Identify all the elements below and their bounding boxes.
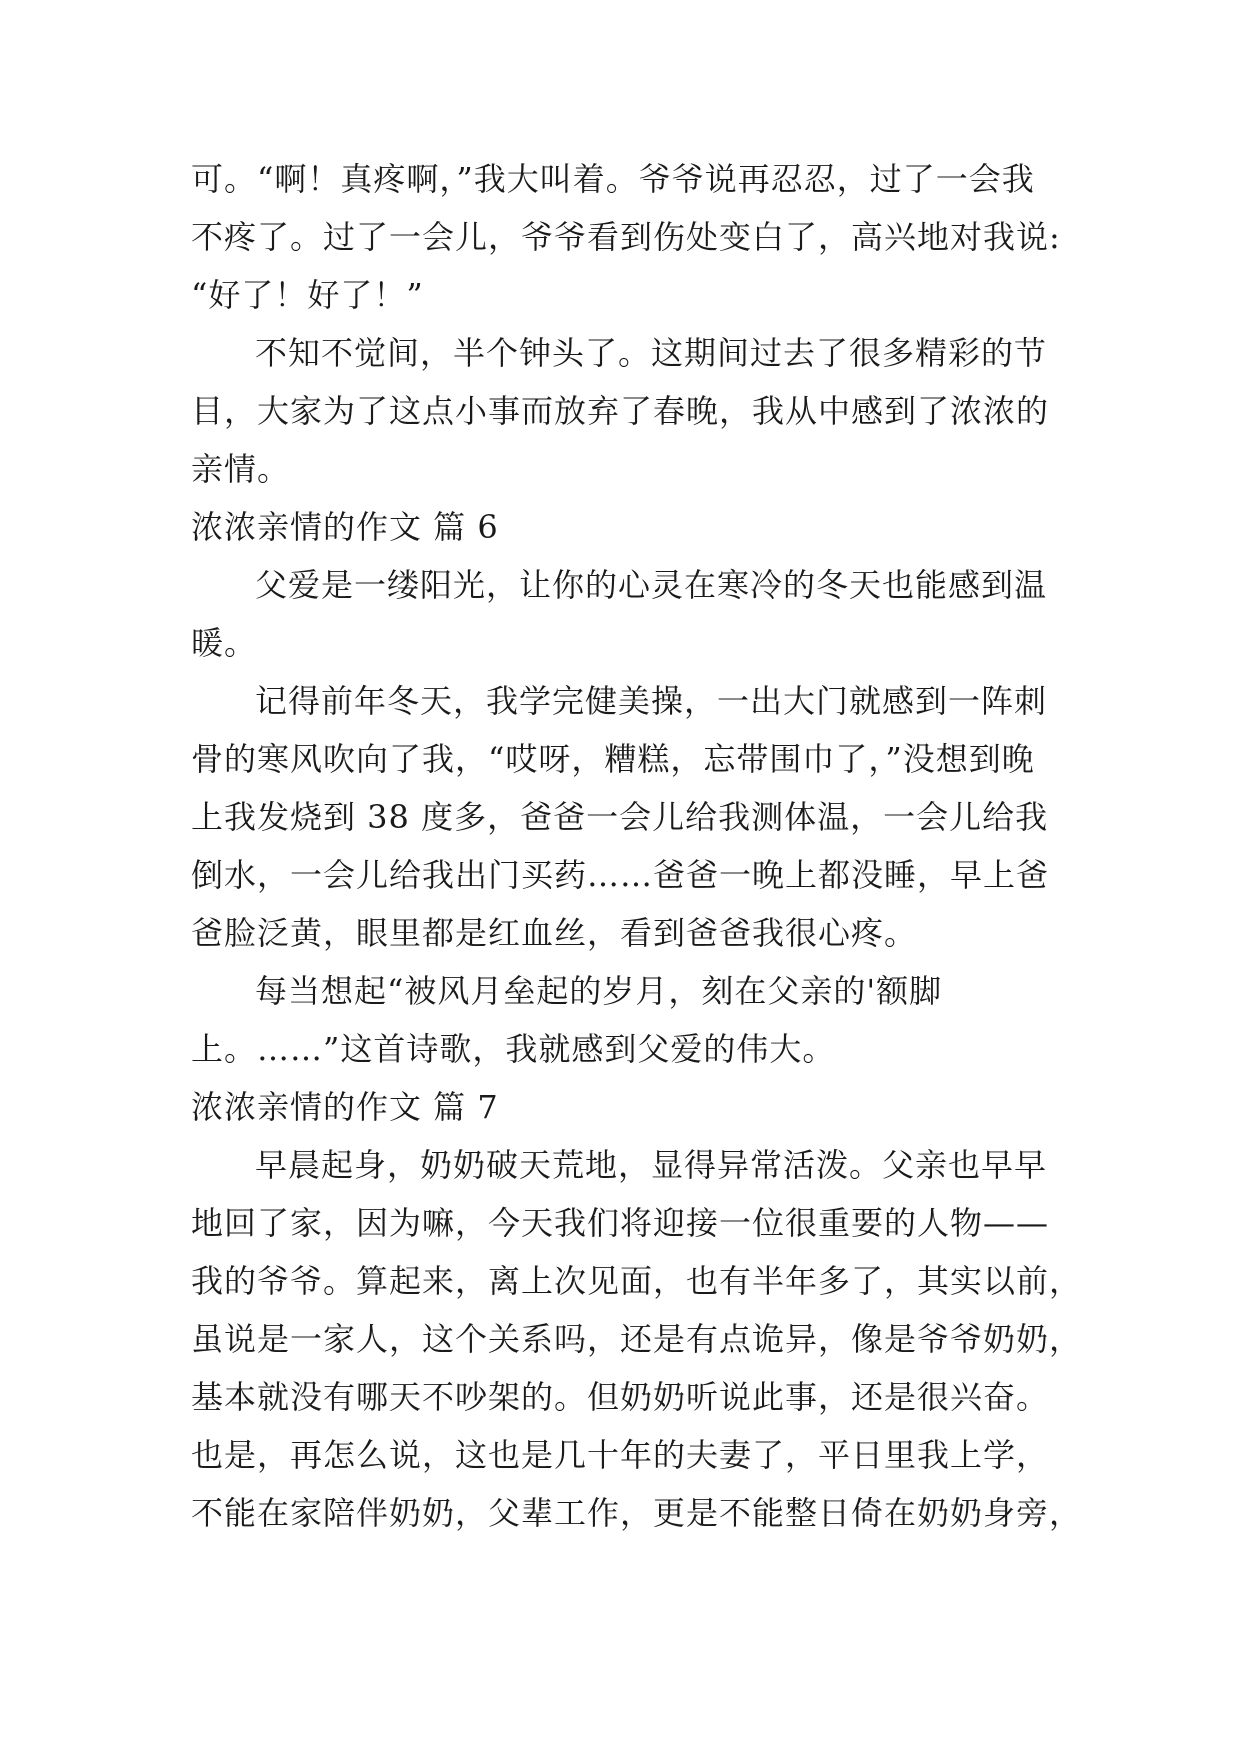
document-page [191, 150, 1083, 1542]
text-line: 地回了家，因为嘛，今天我们将迎接一位很重要的人物—— [191, 1204, 1050, 1242]
text-line: 骨的寒风吹向了我，“哎呀，糟糕，忘带围巾了，”没想到晚 [191, 740, 1035, 778]
text-line: 虽说是一家人，这个关系吗，还是有点诡异，像是爷爷奶奶， [191, 1320, 1083, 1358]
text-line: 目，大家为了这点小事而放弃了春晚，我从中感到了浓浓的 [191, 392, 1050, 430]
paragraph-start-line: 不知不觉间，半个钟头了。这期间过去了很多精彩的节 [255, 334, 1048, 372]
text-line: 暖。 [191, 624, 258, 662]
text-line: 倒水，一会儿给我出门买药……爸爸一晚上都没睡，早上爸 [191, 856, 1050, 894]
paragraph-start-line: 父爱是一缕阳光，让你的心灵在寒冷的冬天也能感到温 [255, 566, 1048, 604]
text-line: 可。“啊！真疼啊，”我大叫着。爷爷说再忍忍，过了一会我 [191, 160, 1035, 198]
paragraph-start-line: 每当想起“被风月垒起的岁月，刻在父亲的'额脚 [255, 972, 943, 1010]
text-line: 上。……”这首诗歌，我就感到父爱的伟大。 [191, 1030, 836, 1068]
text-line: “好了！好了！” [191, 276, 424, 314]
text-line: 也是，再怎么说，这也是几十年的夫妻了，平日里我上学， [191, 1436, 1050, 1474]
text-line: 亲情。 [191, 450, 291, 488]
text-line: 爸脸泛黄，眼里都是红血丝，看到爸爸我很心疼。 [191, 914, 918, 952]
text-line: 上我发烧到 38 度多，爸爸一会儿给我测体温，一会儿给我 [191, 798, 1049, 836]
text-line: 我的爷爷。算起来，离上次见面，也有半年多了，其实以前， [191, 1262, 1083, 1300]
paragraph-start-line: 记得前年冬天，我学完健美操，一出大门就感到一阵刺 [255, 682, 1048, 720]
section-heading-6: 浓浓亲情的作文 篇 6 [191, 508, 499, 546]
text-line: 不能在家陪伴奶奶，父辈工作，更是不能整日倚在奶奶身旁， [191, 1494, 1083, 1532]
text-line: 基本就没有哪天不吵架的。但奶奶听说此事，还是很兴奋。 [191, 1378, 1050, 1416]
section-heading-7: 浓浓亲情的作文 篇 7 [191, 1088, 499, 1126]
paragraph-start-line: 早晨起身，奶奶破天荒地，显得异常活泼。父亲也早早 [255, 1146, 1048, 1184]
text-line: 不疼了。过了一会儿，爷爷看到伤处变白了，高兴地对我说: [191, 218, 1061, 256]
